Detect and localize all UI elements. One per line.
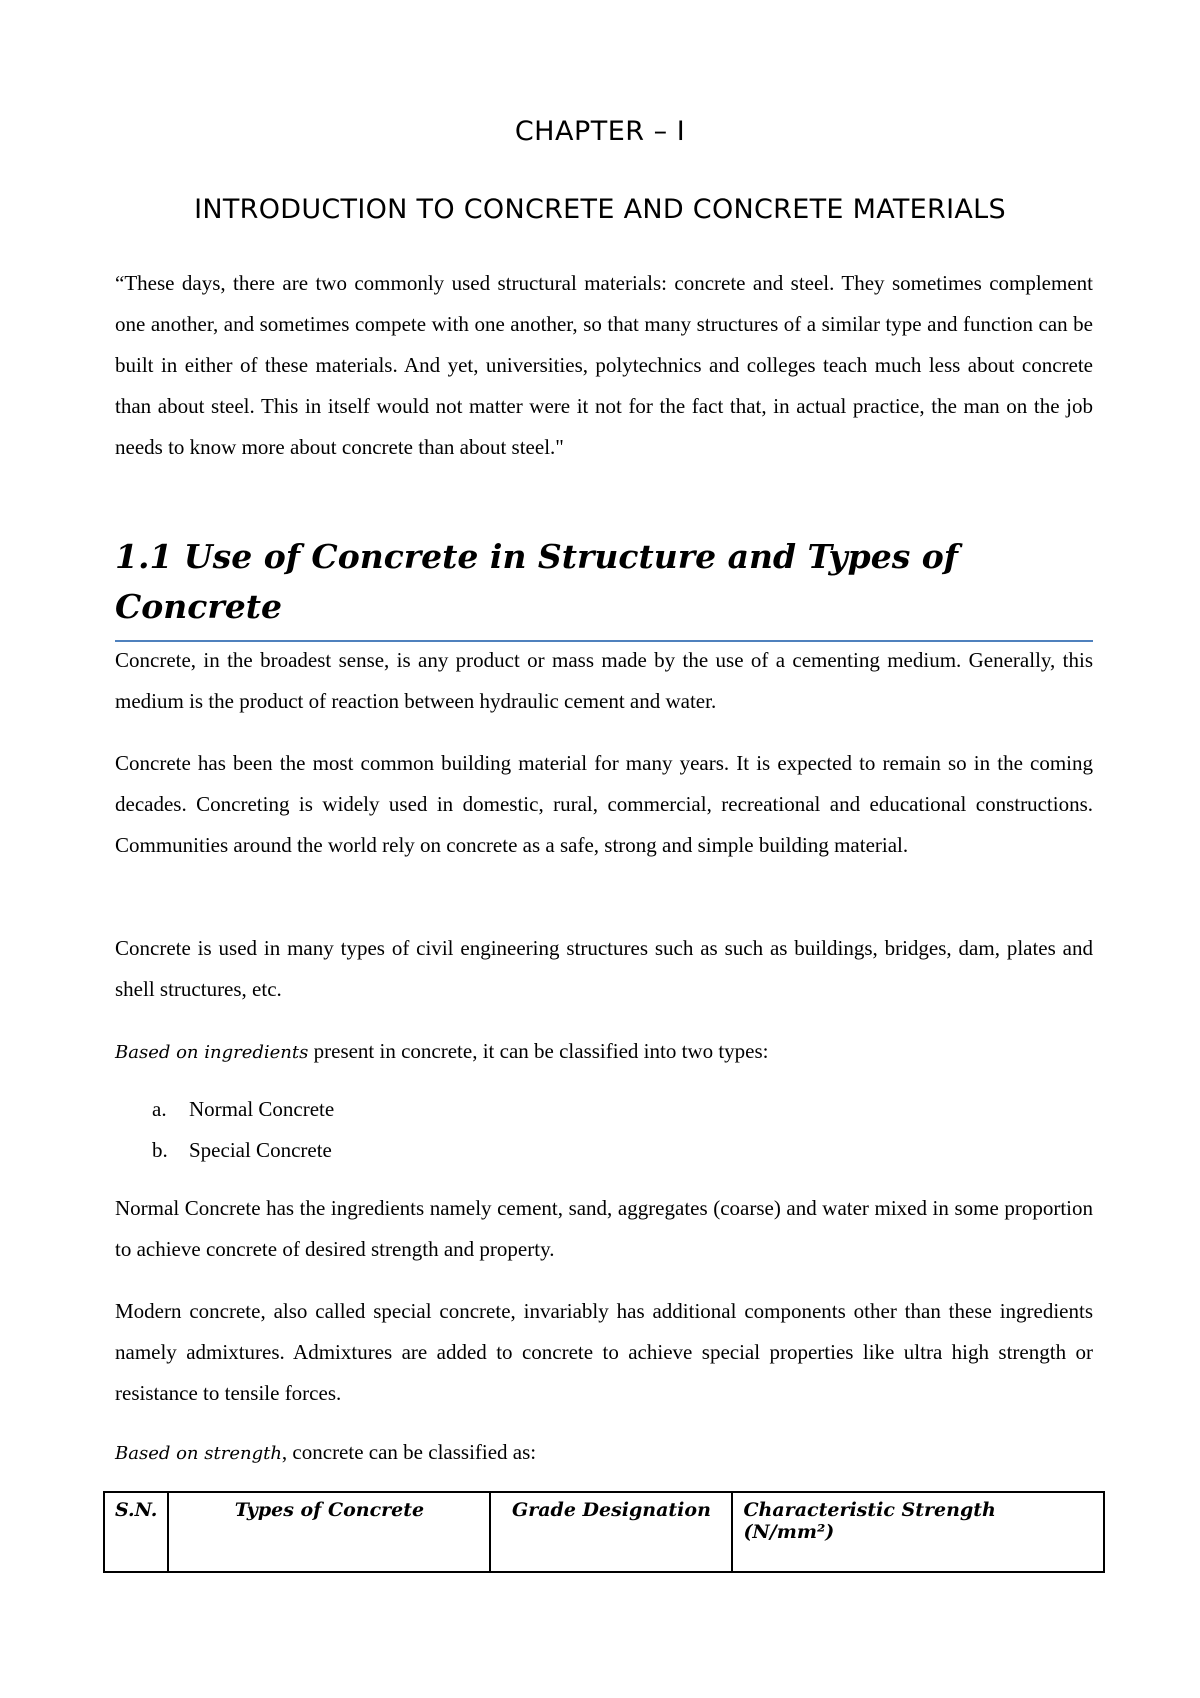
paragraph-normal-concrete: Normal Concrete has the ingredients namely cement, sand, aggregates (coarse) and water mixed in some proportion to achieve concrete of desired strength and property.: [115, 1196, 1093, 1261]
ingredients-italic: Based on ingredients: [115, 1042, 309, 1063]
paragraph-structures: Concrete is used in many types of civil engineering structures such as such as buildings, bridges, dam, plates and shell structures, etc.: [115, 936, 1093, 1001]
list-marker: a.: [152, 1097, 167, 1121]
header-strength: Characteristic Strength (N/mm²): [732, 1492, 1104, 1572]
opening-quote: “These days, there are two commonly used structural materials: concrete and steel. They sometimes complement one another, and sometimes compete with one another, so that many structures of a similar type and function can be built in either of these materials. And yet, universities, polytechnics and colleges teach much less about concrete than about steel. This in itself would not matter were it not for the fact that, in actual practice, the man on the job needs to know more about concrete than about steel.": [115, 271, 1093, 459]
paragraph-strength-intro: [115, 1432, 1093, 1474]
strength-rest: , concrete can be classified as:: [281, 1440, 537, 1464]
header-sn: S.N.: [104, 1492, 168, 1572]
concrete-grade-table: [103, 1491, 1105, 1573]
list-marker: b.: [152, 1138, 168, 1162]
list-item: [152, 1130, 334, 1171]
list-item: [152, 1089, 334, 1130]
paragraph-definition: Concrete, in the broadest sense, is any product or mass made by the use of a cementing medium. Generally, this medium is the product of reaction between hydraulic cement and water.: [115, 648, 1093, 713]
list-item-text: Normal Concrete: [189, 1097, 335, 1121]
list-item-text: Special Concrete: [189, 1138, 332, 1162]
section-heading: 1.1 Use of Concrete in Structure and Types of Concrete: [115, 532, 1093, 642]
ingredients-rest: present in concrete, it can be classified into two types:: [308, 1039, 769, 1063]
header-grade: Grade Designation: [490, 1492, 732, 1572]
strength-italic: Based on strength: [115, 1443, 282, 1464]
paragraph-common-material: Concrete has been the most common building material for many years. It is expected to remain so in the coming decades. Concreting is widely used in domestic, rural, commercial, recreational and educational constructions. Communities around the world rely on concrete as a safe, strong and simple building material.: [115, 751, 1093, 857]
chapter-label: CHAPTER – I: [514, 116, 686, 147]
chapter-title: INTRODUCTION TO CONCRETE AND CONCRETE MATERIALS: [194, 194, 1006, 225]
paragraph-ingredients-intro: [115, 1031, 1093, 1073]
header-type: Types of Concrete: [168, 1492, 490, 1572]
concrete-types-list: [152, 1089, 334, 1171]
table-header-row: [104, 1492, 1104, 1572]
paragraph-special-concrete: Modern concrete, also called special concrete, invariably has additional components other than these ingredients namely admixtures. Admixtures are added to concrete to achieve special properties like ultra high strength or resistance to tensile forces.: [115, 1299, 1093, 1405]
